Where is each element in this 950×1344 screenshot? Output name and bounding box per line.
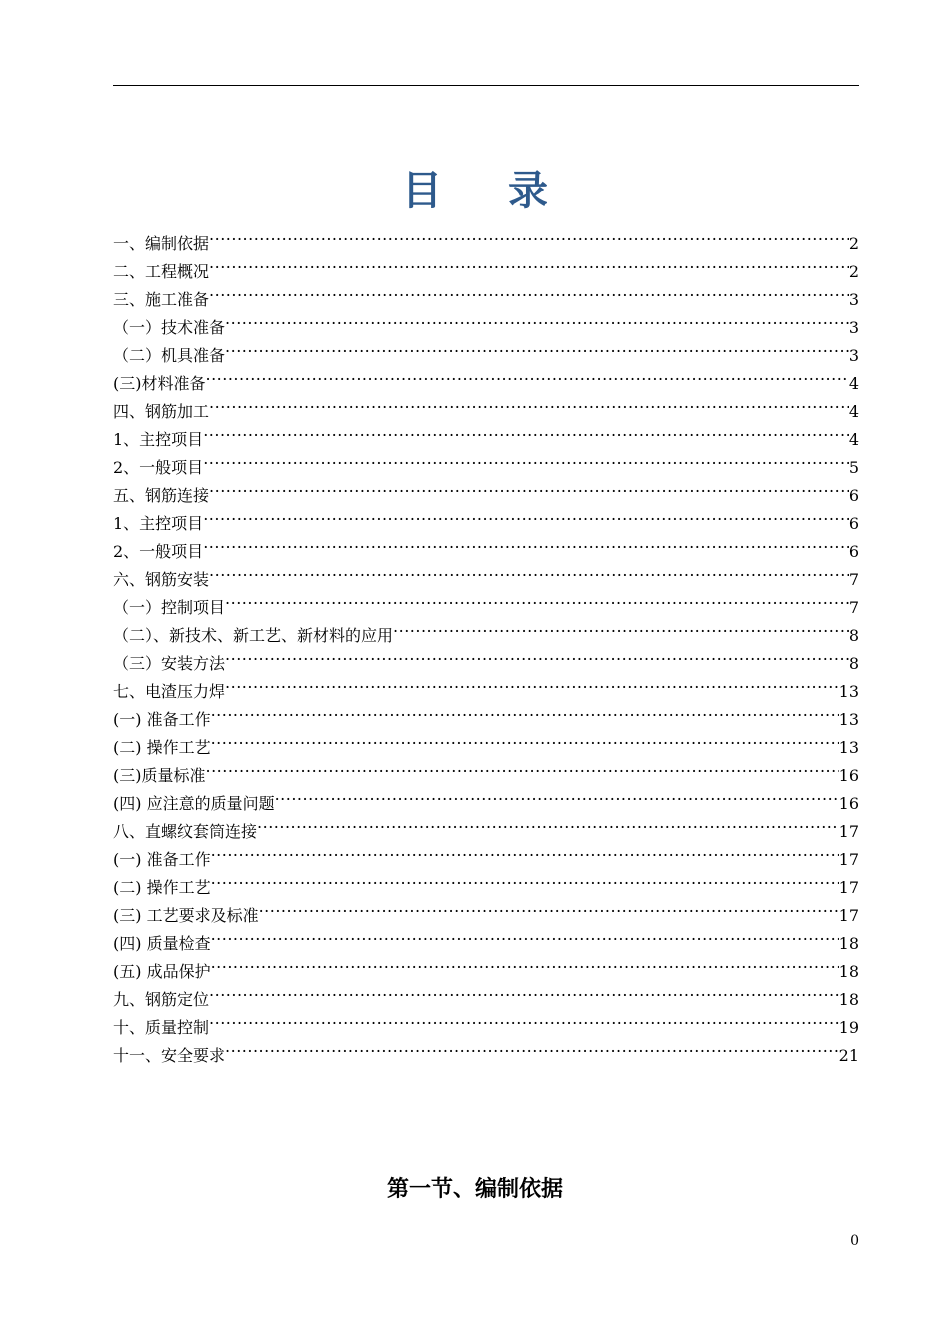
toc-entry-label: 二、工程概况 bbox=[113, 262, 210, 281]
toc-entry[interactable] bbox=[113, 781, 859, 813]
toc-dot-leader bbox=[209, 1005, 839, 1033]
toc-entry-label: (五) 成品保护 bbox=[113, 962, 211, 981]
toc-entry[interactable] bbox=[113, 865, 859, 897]
toc-dot-leader bbox=[209, 277, 849, 305]
toc-entry-page: 8 bbox=[848, 626, 859, 645]
toc-entry-page: 8 bbox=[848, 654, 859, 673]
toc-dot-leader bbox=[225, 585, 849, 613]
toc-dot-leader bbox=[209, 557, 849, 585]
toc-dot-leader bbox=[257, 809, 839, 837]
toc-entry-label: 1、主控项目 bbox=[113, 430, 204, 449]
toc-entry-page: 13 bbox=[838, 682, 859, 701]
toc-entry-page: 16 bbox=[838, 766, 859, 785]
toc-entry-label: 四、钢筋加工 bbox=[113, 402, 210, 421]
toc-entry[interactable] bbox=[113, 585, 859, 617]
toc-entry[interactable] bbox=[113, 1005, 859, 1037]
toc-entry-page: 2 bbox=[848, 262, 859, 281]
toc-entry[interactable] bbox=[113, 753, 859, 785]
toc-entry-page: 4 bbox=[848, 430, 859, 449]
toc-entry-label: （一）控制项目 bbox=[113, 598, 226, 617]
toc-entry-label: 九、钢筋定位 bbox=[113, 990, 210, 1009]
toc-entry-label: (三) 工艺要求及标准 bbox=[113, 906, 259, 925]
toc-entry-label: (三)质量标准 bbox=[113, 766, 206, 785]
toc-entry[interactable] bbox=[113, 305, 859, 337]
toc-entry-page: 17 bbox=[838, 822, 859, 841]
toc-entry-page: 7 bbox=[848, 570, 859, 589]
toc-entry-label: (一) 准备工作 bbox=[113, 850, 211, 869]
toc-entry[interactable] bbox=[113, 221, 859, 253]
toc-entry-page: 6 bbox=[848, 542, 859, 561]
toc-entry-page: 3 bbox=[848, 318, 859, 337]
table-of-contents bbox=[113, 221, 859, 1065]
toc-entry-page: 17 bbox=[838, 906, 859, 925]
toc-entry-page: 18 bbox=[838, 934, 859, 953]
toc-entry-label: 八、直螺纹套筒连接 bbox=[113, 822, 258, 841]
toc-entry-page: 3 bbox=[848, 346, 859, 365]
toc-dot-leader bbox=[211, 837, 839, 865]
toc-entry-label: 2、一般项目 bbox=[113, 542, 204, 561]
toc-entry-label: 三、施工准备 bbox=[113, 290, 210, 309]
toc-dot-leader bbox=[225, 669, 839, 697]
section-heading: 第一节、编制依据 bbox=[386, 1177, 563, 1202]
toc-dot-leader bbox=[209, 977, 839, 1005]
toc-entry-page: 13 bbox=[838, 738, 859, 757]
toc-entry-page: 6 bbox=[848, 486, 859, 505]
toc-entry-label: 一、编制依据 bbox=[113, 234, 210, 253]
toc-entry[interactable] bbox=[113, 417, 859, 449]
toc-entry-page: 18 bbox=[838, 990, 859, 1009]
toc-entry-label: 五、钢筋连接 bbox=[113, 486, 210, 505]
toc-dot-leader bbox=[211, 949, 839, 977]
toc-dot-leader bbox=[225, 305, 849, 333]
toc-entry-page: 17 bbox=[838, 878, 859, 897]
toc-entry-page: 5 bbox=[848, 458, 859, 477]
toc-entry-label: (一) 准备工作 bbox=[113, 710, 211, 729]
toc-dot-leader bbox=[203, 417, 849, 445]
toc-title: 目 录 bbox=[402, 167, 574, 214]
toc-dot-leader bbox=[211, 921, 839, 949]
toc-entry-page: 16 bbox=[838, 794, 859, 813]
toc-entry[interactable] bbox=[113, 641, 859, 673]
toc-dot-leader bbox=[206, 753, 839, 781]
toc-entry-label: 十一、安全要求 bbox=[113, 1046, 226, 1065]
toc-dot-leader bbox=[211, 865, 839, 893]
toc-entry[interactable] bbox=[113, 277, 859, 309]
toc-dot-leader bbox=[393, 613, 849, 641]
toc-dot-leader bbox=[206, 361, 849, 389]
toc-entry-label: （三）安装方法 bbox=[113, 654, 226, 673]
toc-entry-label: (三)材料准备 bbox=[113, 374, 206, 393]
toc-entry[interactable] bbox=[113, 529, 859, 561]
toc-entry-label: 七、电渣压力焊 bbox=[113, 682, 226, 701]
toc-entry[interactable] bbox=[113, 725, 859, 757]
toc-entry[interactable] bbox=[113, 557, 859, 589]
toc-entry-page: 3 bbox=[848, 290, 859, 309]
page-number: 0 bbox=[850, 1233, 859, 1249]
toc-dot-leader bbox=[225, 1033, 839, 1061]
toc-dot-leader bbox=[225, 641, 849, 669]
toc-entry[interactable] bbox=[113, 445, 859, 477]
toc-dot-leader bbox=[211, 697, 839, 725]
toc-entry[interactable] bbox=[113, 473, 859, 505]
toc-entry[interactable] bbox=[113, 977, 859, 1009]
toc-dot-leader bbox=[225, 333, 849, 361]
toc-dot-leader bbox=[275, 781, 839, 809]
toc-entry-label: （一）技术准备 bbox=[113, 318, 226, 337]
toc-entry-label: 2、一般项目 bbox=[113, 458, 204, 477]
toc-dot-leader bbox=[209, 473, 849, 501]
toc-entry[interactable] bbox=[113, 361, 859, 393]
toc-entry-page: 19 bbox=[838, 1018, 859, 1037]
toc-entry-page: 21 bbox=[838, 1046, 859, 1065]
toc-entry[interactable] bbox=[113, 837, 859, 869]
toc-dot-leader bbox=[209, 249, 849, 277]
toc-entry-label: （二）机具准备 bbox=[113, 346, 226, 365]
toc-entry-label: 1、主控项目 bbox=[113, 514, 204, 533]
toc-entry[interactable] bbox=[113, 333, 859, 365]
toc-entry[interactable] bbox=[113, 501, 859, 533]
toc-entry-page: 17 bbox=[838, 850, 859, 869]
toc-entry[interactable] bbox=[113, 893, 859, 925]
toc-entry-page: 18 bbox=[838, 962, 859, 981]
toc-entry[interactable] bbox=[113, 697, 859, 729]
toc-dot-leader bbox=[203, 501, 849, 529]
toc-entry-label: 十、质量控制 bbox=[113, 1018, 210, 1037]
toc-entry-page: 4 bbox=[848, 374, 859, 393]
toc-dot-leader bbox=[203, 529, 849, 557]
toc-entry[interactable] bbox=[113, 389, 859, 421]
toc-entry-label: (二) 操作工艺 bbox=[113, 878, 211, 897]
toc-entry-label: 六、钢筋安装 bbox=[113, 570, 210, 589]
toc-entry-page: 4 bbox=[848, 402, 859, 421]
toc-entry-label: (四) 质量检查 bbox=[113, 934, 211, 953]
toc-dot-leader bbox=[259, 893, 839, 921]
toc-entry-page: 6 bbox=[848, 514, 859, 533]
toc-entry[interactable] bbox=[113, 249, 859, 281]
toc-dot-leader bbox=[209, 389, 849, 417]
toc-entry-page: 13 bbox=[838, 710, 859, 729]
toc-entry-label: （二）、新技术、新工艺、新材料的应用 bbox=[113, 626, 394, 645]
toc-entry-page: 7 bbox=[848, 598, 859, 617]
toc-entry-label: (四) 应注意的质量问题 bbox=[113, 794, 275, 813]
toc-entry[interactable] bbox=[113, 1033, 859, 1065]
toc-entry-page: 2 bbox=[848, 234, 859, 253]
toc-entry[interactable] bbox=[113, 669, 859, 701]
header-rule bbox=[113, 85, 859, 86]
toc-dot-leader bbox=[203, 445, 849, 473]
toc-entry[interactable] bbox=[113, 921, 859, 953]
toc-dot-leader bbox=[209, 221, 849, 249]
toc-dot-leader bbox=[211, 725, 839, 753]
toc-entry[interactable] bbox=[113, 949, 859, 981]
toc-entry-label: (二) 操作工艺 bbox=[113, 738, 211, 757]
